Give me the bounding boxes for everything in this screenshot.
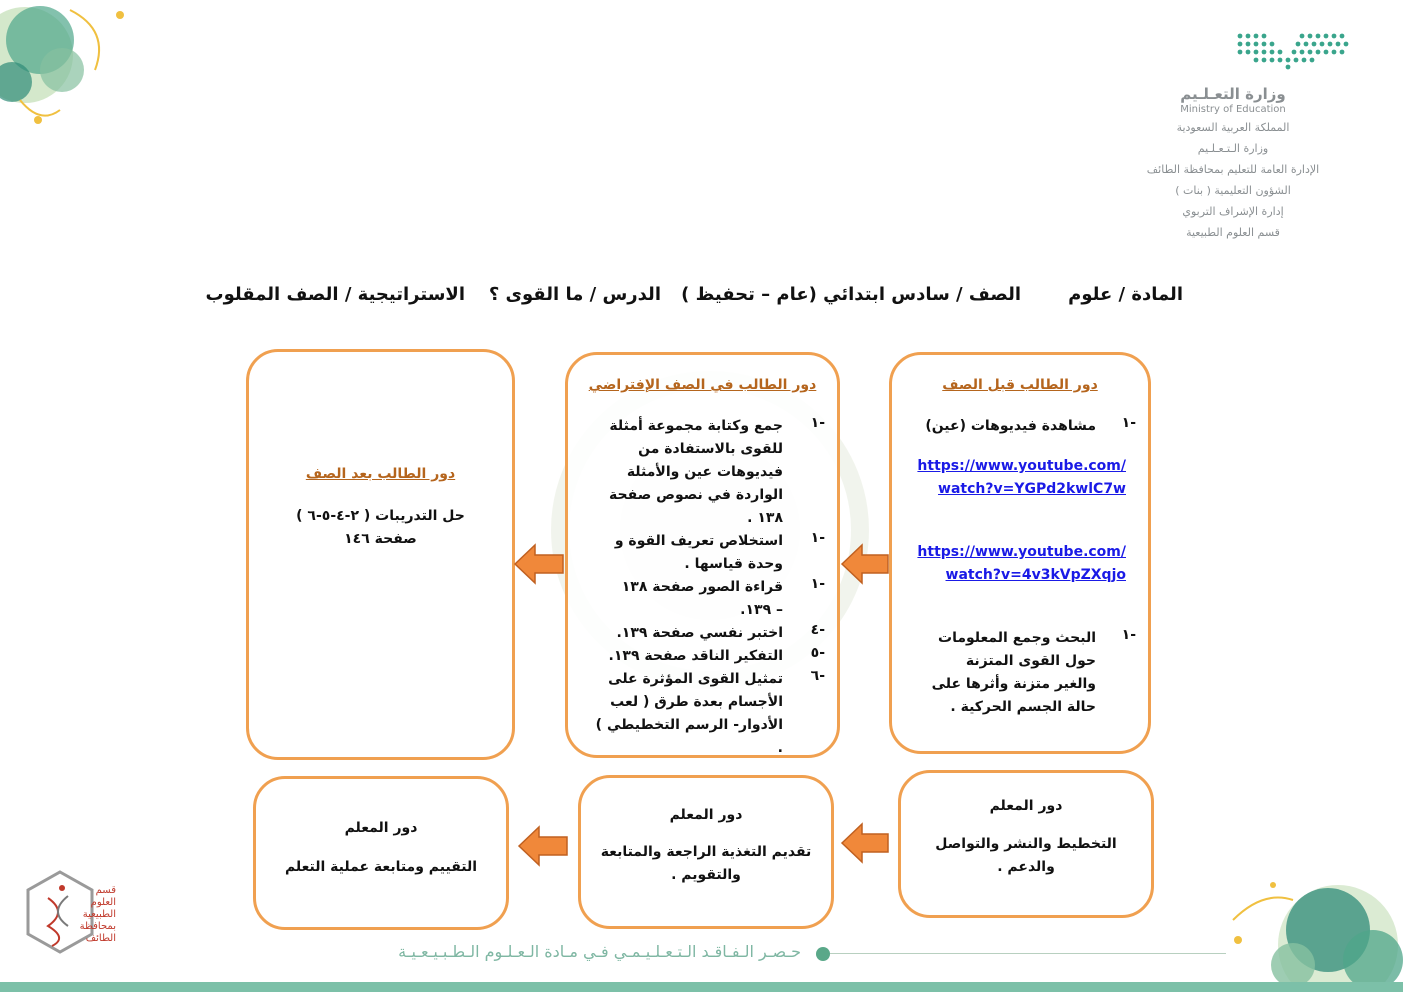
box-student-after-class xyxy=(246,349,515,760)
org-line: وزارة الـتـعـلـيم xyxy=(1197,142,1269,155)
box-teacher-role-2 xyxy=(578,775,834,929)
youtube-link-2[interactable]: https://www.youtube.com/watch?v=4v3kVpZXqjo xyxy=(917,544,1126,583)
org-line: الشؤون التعليمية ( بنات ) xyxy=(1175,184,1291,197)
footer-line xyxy=(826,953,1226,954)
info-lesson: الدرس / ما القوى ؟ xyxy=(488,284,661,305)
decor-flower-bottom-right xyxy=(1213,850,1403,992)
item-number: ٦- xyxy=(810,668,825,684)
box-virtual-item-2: استخلاص تعريف القوة و وحدة قياسها . xyxy=(614,533,783,572)
info-subject: المادة / علوم xyxy=(1068,284,1183,305)
box-teacher-role-1 xyxy=(898,770,1154,918)
box-virtual-item-6: تمثيل القوى المؤثرة على الأجسام بعدة طرق ( لعب الأدوار- الرسم التخطيطي ) . xyxy=(595,671,783,756)
info-strategy: الاستراتيجية / الصف المقلوب xyxy=(205,284,465,305)
footer-band xyxy=(0,982,1403,992)
box-after-text-2: صفحة ١٤٦ xyxy=(344,531,417,547)
box-virtual-item-3: قراءة الصور صفحة ١٣٨ – ١٣٩. xyxy=(621,579,783,618)
org-line: إدارة الإشراف التربوي xyxy=(1182,205,1284,218)
teacher-role-title: دور المعلم xyxy=(989,798,1063,814)
ministry-name-ar: وزارة التعـلـيم xyxy=(1180,85,1286,103)
ministry-org-block xyxy=(1133,85,1333,243)
teacher-role-title: دور المعلم xyxy=(669,807,743,823)
box-student-virtual-class xyxy=(565,352,840,758)
box-virtual-item-1: جمع وكتابة مجموعة أمثلة للقوى بالاستفادة من فيديوهات عين والأمثلة الواردة في نصوص صفحة ١٣٨ . xyxy=(609,418,783,526)
item-number: ١- xyxy=(810,530,825,546)
item-number: ١- xyxy=(1121,415,1136,431)
footer-text: حـصـر الـفـاقـد الـتـعـلـيـمـي فـي مـادة الـعـلـوم الـطـبـيـعـيـة xyxy=(398,942,801,961)
box-before-item-1: مشاهدة فيديوهات (عين) xyxy=(925,418,1096,434)
box-before-title: دور الطالب قبل الصف xyxy=(942,377,1098,393)
box-student-before-class xyxy=(889,352,1151,754)
info-grade: الصف / سادس ابتدائي (عام – تحفيظ ) xyxy=(681,284,1021,305)
box-teacher-role-3 xyxy=(253,776,509,930)
item-number: ١- xyxy=(1121,627,1136,643)
arrow-left-icon xyxy=(838,542,892,586)
department-logo-text: قسم العلوم الطبيعية بمحافظة الطائف xyxy=(79,885,116,944)
teacher-role-title: دور المعلم xyxy=(344,820,418,836)
box-virtual-item-4: اختبر نفسي صفحة ١٣٩. xyxy=(616,625,783,641)
item-number: ١- xyxy=(810,415,825,431)
box-after-text-1: حل التدريبات ( ٢-٤-٥-٦ ) xyxy=(296,508,465,524)
decor-flower-top-left xyxy=(0,0,140,130)
footer-dot-icon xyxy=(815,946,831,962)
box-virtual-item-5: التفكير الناقد صفحة ١٣٩. xyxy=(608,648,783,664)
youtube-link-1[interactable]: https://www.youtube.com/watch?v=YGPd2kwlC7w xyxy=(917,458,1126,497)
ministry-logo-icon xyxy=(1232,30,1352,72)
teacher-role-text: تقديم التغذية الراجعة والمتابعة والتقويم . xyxy=(600,844,812,883)
org-line: قسم العلوم الطبيعية xyxy=(1186,226,1280,239)
item-number: ١- xyxy=(810,576,825,592)
teacher-role-text: التقييم ومتابعة عملية التعلم xyxy=(284,859,478,875)
box-virtual-title: دور الطالب في الصف الإفتراضي xyxy=(588,377,817,393)
item-number: ٤- xyxy=(810,622,825,638)
arrow-left-icon xyxy=(515,824,571,868)
box-after-title: دور الطالب بعد الصف xyxy=(305,466,456,482)
teacher-role-text: التخطيط والنشر والتواصل والدعم . xyxy=(935,836,1117,875)
org-line: الإدارة العامة للتعليم بمحافظة الطائف xyxy=(1146,163,1320,176)
item-number: ٥- xyxy=(810,645,825,661)
arrow-left-icon xyxy=(838,821,892,865)
box-before-item-2: البحث وجمع المعلومات حول القوى المتزنة والغير متزنة وأثرها على حالة الجسم الحركية . xyxy=(931,630,1096,715)
arrow-left-icon xyxy=(511,542,567,586)
org-line: المملكة العربية السعودية xyxy=(1176,121,1290,134)
ministry-name-en: Ministry of Education xyxy=(1180,104,1286,115)
